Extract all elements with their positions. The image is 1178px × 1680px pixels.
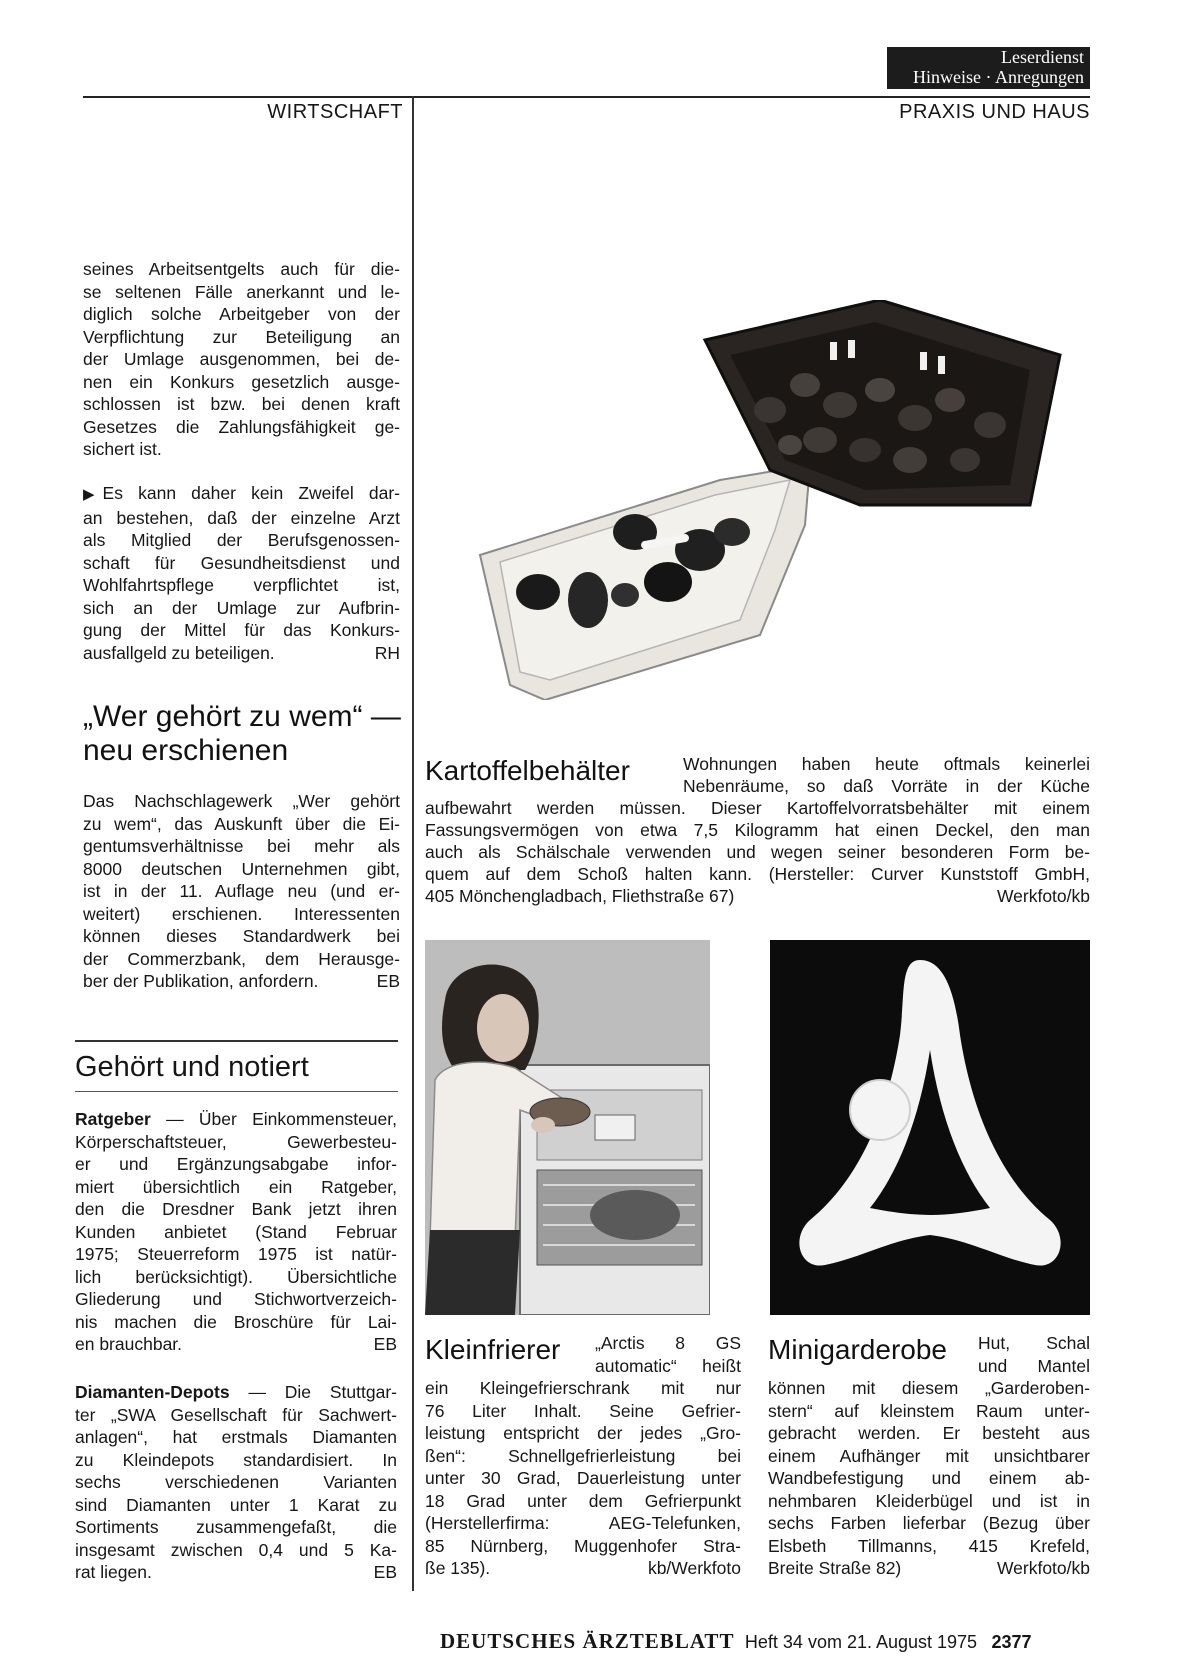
text-line: ist in der 11. Auflage neu (und er- xyxy=(83,881,400,901)
signed-line xyxy=(75,1333,397,1356)
text-line: aufbewahrt werden müssen. Dieser Kartoffelvorratsbehälter mit einem xyxy=(425,798,1090,818)
article-title-wer-gehoert-zu-wem xyxy=(83,700,413,768)
text-line: lich berücksichtigt). Übersichtliche xyxy=(75,1266,397,1287)
notice-ratgeber xyxy=(75,1108,397,1356)
text-line: ßen“: Schnellgefrierleistung bei xyxy=(425,1445,741,1466)
text-line: gentumsverhältnisse bei mehr als xyxy=(83,836,400,856)
header-rule-left xyxy=(83,96,418,98)
header-rule-right xyxy=(418,96,1090,98)
text-line: sichert ist. xyxy=(83,439,162,459)
text-line: gung der Mittel für das Konkurs- xyxy=(83,620,400,640)
text-line: 76 Liter Inhalt. Seine Gefrier- xyxy=(425,1400,741,1421)
text-line: den die Dresdner Bank jetzt ihren xyxy=(75,1199,397,1219)
text-line: er und Ergänzungsabgabe infor- xyxy=(75,1154,397,1174)
section-label-praxis-und-haus: PRAXIS UND HAUS xyxy=(899,101,1090,123)
text-line: Gliederung und Stichwortverzeich- xyxy=(75,1289,397,1309)
author-initials: EB xyxy=(373,1562,397,1582)
text-line: Nebenräume, so daß Vorräte in der Küche xyxy=(683,776,1090,796)
text-line: sich an der Umlage zur Aufbrin- xyxy=(83,597,400,618)
text-line: der Umlage ausgenommen, bei de- xyxy=(83,349,400,369)
title-line: „Wer gehört zu wem“ — xyxy=(83,700,401,733)
text-line: zu wem“, das Auskunft über die Ei- xyxy=(83,813,400,834)
potato-container-illustration xyxy=(470,300,1090,700)
text-line: Verpflichtung zur Beteiligung an xyxy=(83,326,400,347)
photo-kartoffelbehaelter xyxy=(470,300,1090,700)
signed-line xyxy=(425,1557,741,1580)
text-line: ein Kleingefrierschrank mit nur xyxy=(425,1378,741,1398)
photo-credit: Werkfoto/kb xyxy=(996,886,1090,906)
text-line: 85 Nürnberg, Muggenhofer Stra- xyxy=(425,1535,741,1556)
text-line: und Mantel xyxy=(978,1355,1090,1376)
text-line: sechs Farben lieferbar (Bezug über xyxy=(768,1513,1090,1533)
author-initials: RH xyxy=(374,642,400,663)
text-line: rat liegen. xyxy=(75,1562,152,1582)
photo-minigarderobe xyxy=(770,940,1090,1315)
signed-line xyxy=(425,885,1090,907)
freezer-illustration xyxy=(425,940,710,1315)
text-line: sechs verschiedenen Varianten xyxy=(75,1472,397,1492)
text-line: Hut, Schal xyxy=(978,1333,1090,1353)
text-line: nen ein Konkurs gesetzlich ausge- xyxy=(83,371,400,392)
text-line: Kunden anbietet (Stand Februar xyxy=(75,1221,397,1242)
author-initials: EB xyxy=(376,971,400,991)
text-line: quem auf dem Schoß halten kann. (Hersteller: Curver Kunststoff GmbH, xyxy=(425,864,1090,884)
text-line: seines Arbeitsentgelts auch für die- xyxy=(83,259,400,279)
text-line: sind Diamanten unter 1 Karat zu xyxy=(75,1494,397,1515)
text-line: insgesamt zwischen 0,4 und 5 Ka- xyxy=(75,1539,397,1560)
text-line: Wohnungen haben heute oftmals keinerlei xyxy=(683,754,1090,774)
text-line: diglich solche Arbeitgeber von der xyxy=(83,304,400,324)
signed-line xyxy=(83,642,400,665)
notice-label: Diamanten-Depots xyxy=(75,1382,230,1402)
text-line: se seltenen Fälle anerkannt und le- xyxy=(83,281,400,302)
text-line: Elsbeth Tillmanns, 415 Krefeld, xyxy=(768,1535,1090,1556)
text-line: Wohlfahrtspflege verpflichtet ist, xyxy=(83,575,400,595)
section-rule xyxy=(75,1040,398,1042)
text-line xyxy=(75,1381,397,1404)
text-line-content: Es kann daher kein Zweifel dar- xyxy=(102,483,400,503)
arrow-bullet-icon: ▶ xyxy=(83,486,95,503)
page-footer xyxy=(440,1629,1090,1659)
text-line-content: — Die Stuttgar- xyxy=(229,1382,397,1402)
text-line: nehmbaren Kleiderbügel und ist in xyxy=(768,1490,1090,1511)
caption-title-kartoffelbehaelter: Kartoffelbehälter xyxy=(425,755,630,786)
section-label-wirtschaft: WIRTSCHAFT xyxy=(267,101,403,123)
text-line xyxy=(83,482,400,507)
text-line-content: — Über Einkommensteuer, xyxy=(150,1109,397,1129)
text-line: gebracht werden. Er besteht aus xyxy=(768,1423,1090,1443)
text-line: zu Kleindepots standardisiert. In xyxy=(75,1449,397,1470)
text-line: 1975; Steuerreform 1975 ist natür- xyxy=(75,1244,397,1264)
text-line: Fassungsvermögen von etwa 7,5 Kilogramm hat einen Deckel, den man xyxy=(425,820,1090,840)
text-line: ter „SWA Gesellschaft für Sachwert- xyxy=(75,1404,397,1425)
signed-line xyxy=(768,1557,1090,1580)
text-line: Breite Straße 82) xyxy=(768,1558,902,1578)
text-line: stern“ auf kleinstem Raum unter- xyxy=(768,1400,1090,1421)
journal-name: DEUTSCHES ÄRZTEBLATT xyxy=(440,1629,735,1653)
text-line: einem Aufhänger mit unsichtbarer xyxy=(768,1445,1090,1466)
text-line: der Commerzbank, dem Herausge- xyxy=(83,948,400,969)
text-line: „Arctis 8 GS xyxy=(595,1333,741,1353)
caption-title-kleinfrierer: Kleinfrierer xyxy=(425,1334,561,1365)
page-number: 2377 xyxy=(991,1632,1032,1652)
text-line: Sortiments zusammengefaßt, die xyxy=(75,1517,397,1537)
text-line: schlossen ist bzw. bei denen kraft xyxy=(83,394,400,414)
text-line: miert übersichtlich ein Ratgeber, xyxy=(75,1176,397,1197)
text-line: Körperschaftsteuer, Gewerbesteu- xyxy=(75,1131,397,1152)
hanger-star-illustration xyxy=(770,940,1090,1315)
text-line: weitert) erschienen. Interessenten xyxy=(83,903,400,924)
badge-line-2: Hinweise · Anregungen xyxy=(913,67,1084,87)
leserdienst-badge xyxy=(887,47,1090,89)
caption-minigarderobe xyxy=(768,1332,1090,1580)
text-line: Wandbefestigung und einem ab- xyxy=(768,1468,1090,1488)
text-line: anlagen“, hat erstmals Diamanten xyxy=(75,1427,397,1447)
caption-title-minigarderobe: Minigarderobe xyxy=(768,1334,947,1365)
text-line: können mit diesem „Garderoben- xyxy=(768,1378,1090,1398)
text-line: ber der Publikation, anfordern. xyxy=(83,971,319,991)
text-line: nis machen die Broschüre für Lai- xyxy=(75,1311,397,1332)
section-rule xyxy=(75,1091,398,1092)
text-line: ße 135). xyxy=(425,1558,491,1578)
text-line: auch als Schälschale verwenden und wegen seiner besonderen Form be- xyxy=(425,842,1090,862)
section-title-gehoert-und-notiert: Gehört und notiert xyxy=(75,1051,309,1083)
text-line: Gesetzes die Zahlungsfähigkeit ge- xyxy=(83,416,400,437)
article-body-wer-gehoert-zu-wem xyxy=(83,790,400,993)
photo-kleinfrierer xyxy=(425,940,710,1315)
badge-line-1: Leserdienst xyxy=(1001,47,1084,67)
caption-kleinfrierer xyxy=(425,1332,741,1580)
signed-line xyxy=(83,970,400,993)
article-conclusion-paragraph xyxy=(83,482,400,664)
author-initials: EB xyxy=(373,1334,397,1354)
text-line xyxy=(75,1108,397,1131)
text-line: können dieses Standardwerk bei xyxy=(83,926,400,946)
signed-line xyxy=(75,1561,397,1584)
notice-label: Ratgeber xyxy=(75,1109,151,1129)
article-continuation-paragraph xyxy=(83,258,400,461)
column-divider xyxy=(412,96,414,1591)
title-line: neu erschienen xyxy=(83,734,289,767)
text-line: automatic“ heißt xyxy=(595,1355,741,1376)
text-line: (Herstellerfirma: AEG-Telefunken, xyxy=(425,1513,741,1533)
text-line: schaft für Gesundheitsdienst und xyxy=(83,552,400,573)
text-line: 18 Grad unter dem Gefrierpunkt xyxy=(425,1490,741,1511)
photo-credit: Werkfoto/kb xyxy=(996,1558,1090,1578)
text-line: leistung entspricht der jedes „Gro- xyxy=(425,1423,741,1443)
text-line: ausfallgeld zu beteiligen. xyxy=(83,642,275,663)
text-line: unter 30 Grad, Dauerleistung unter xyxy=(425,1468,741,1488)
text-line: 405 Mönchengladbach, Fliethstraße 67) xyxy=(425,886,735,906)
text-line: als Mitglied der Berufsgenossen- xyxy=(83,530,400,550)
notice-diamanten-depots xyxy=(75,1381,397,1584)
text-line: 8000 deutschen Unternehmen gibt, xyxy=(83,858,400,879)
caption-kartoffelbehaelter xyxy=(425,753,1090,907)
text-line: en brauchbar. xyxy=(75,1334,183,1354)
photo-credit: kb/Werkfoto xyxy=(647,1558,741,1578)
issue-date: Heft 34 vom 21. August 1975 xyxy=(744,1632,978,1652)
text-line: an bestehen, daß der einzelne Arzt xyxy=(83,507,400,528)
text-line: Das Nachschlagewerk „Wer gehört xyxy=(83,791,400,811)
